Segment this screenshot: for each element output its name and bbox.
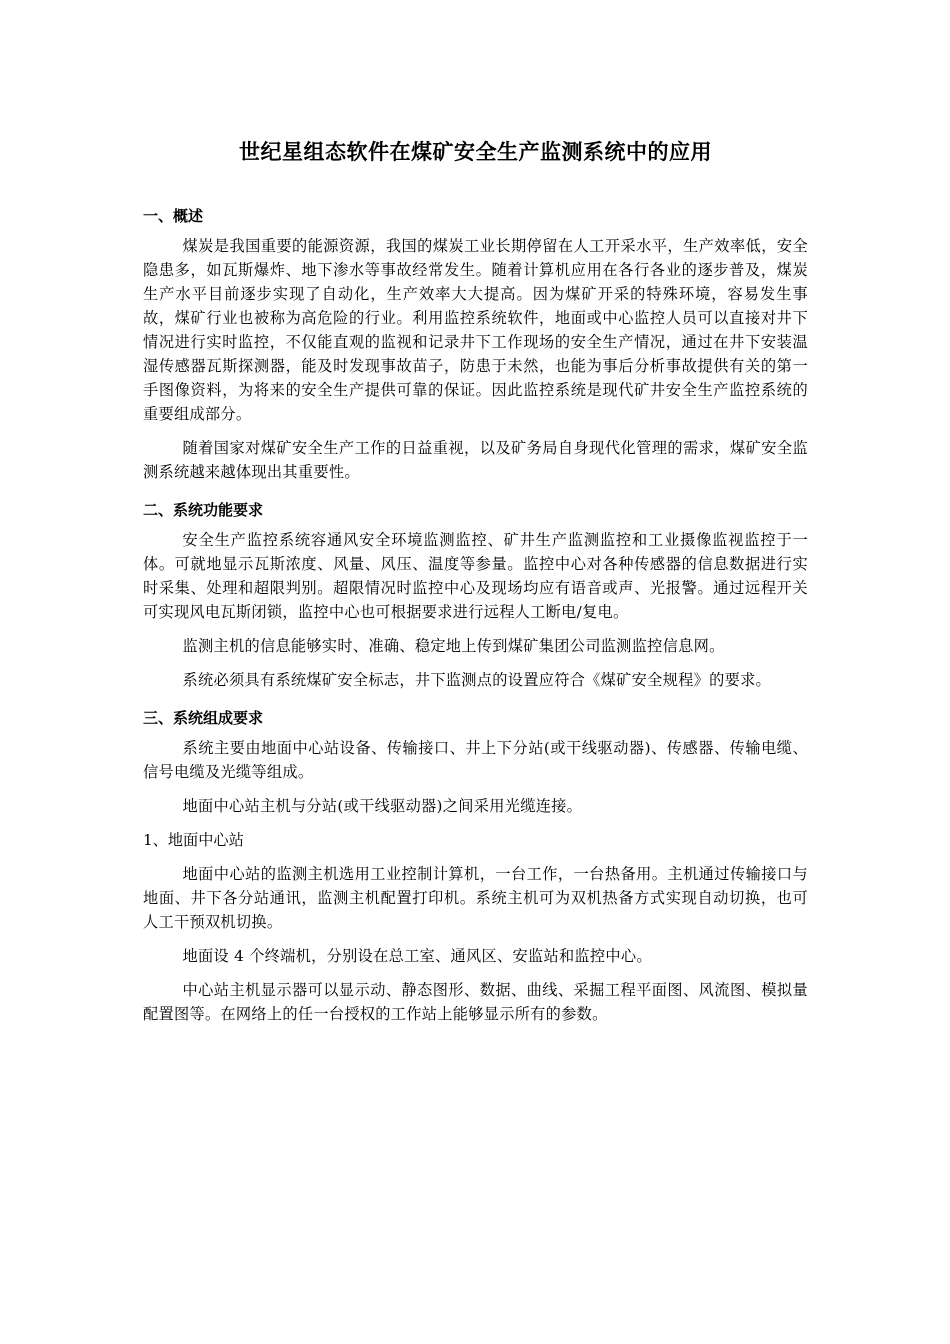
paragraph: 随着国家对煤矿安全生产工作的日益重视，以及矿务局自身现代化管理的需求，煤矿安全监测系统越来越体现出其重要性。 — [143, 439, 808, 481]
section-heading-function-requirements: 二、系统功能要求 — [143, 501, 264, 519]
section-heading-overview: 一、概述 — [143, 207, 204, 225]
paragraph: 地面中心站主机与分站(或干线驱动器)之间采用光缆连接。 — [182, 797, 583, 815]
paragraph: 地面中心站的监测主机选用工业控制计算机，一台工作，一台热备用。主机通过传输接口与地面、井下各分站通讯，监测主机配置打印机。系统主机可为双机热备方式实现自动切换，也可人工干预双机切换。 — [143, 865, 808, 931]
section-heading-composition-requirements: 三、系统组成要求 — [143, 709, 264, 727]
paragraph: 监测主机的信息能够实时、准确、稳定地上传到煤矿集团公司监测监控信息网。 — [182, 637, 725, 655]
paragraph: 煤炭是我国重要的能源资源，我国的煤炭工业长期停留在人工开采水平，生产效率低，安全隐患多，如瓦斯爆炸、地下渗水等事故经常发生。随着计算机应用在各行各业的逐步普及，煤炭生产水平目前逐步实现了自动化，生产效率大大提高。因为煤矿开采的特殊环境，容易发生事故，煤矿行业也被称为高危险的行业。利用监控系统软件，地面或中心监控人员可以直接对井下情况进行实时监控，不仅能直观的监视和记录井下工作现场的安全生产情况，通过在井下安装温湿传感器瓦斯探测器，能及时发现事故苗子，防患于未然，也能为事后分析事故提供有关的第一手图像资料，为将来的安全生产提供可靠的保证。因此监控系统是现代矿井安全生产监控系统的重要组成部分。 — [143, 237, 808, 423]
subsection-heading-ground-center-station: 1、地面中心站 — [143, 831, 244, 849]
paragraph: 安全生产监控系统容通风安全环境监测监控、矿井生产监测监控和工业摄像监视监控于一体。可就地显示瓦斯浓度、风量、风压、温度等参量。监控中心对各种传感器的信息数据进行实时采集、处理和超限判别。超限情况时监控中心及现场均应有语音或声、光报警。通过远程开关可实现风电瓦斯闭锁，监控中心也可根据要求进行远程人工断电/复电。 — [143, 531, 808, 621]
document-page — [143, 136, 808, 1036]
document-title: 世纪星组态软件在煤矿安全生产监测系统中的应用 — [239, 140, 712, 164]
paragraph: 系统主要由地面中心站设备、传输接口、井上下分站(或干线驱动器)、传感器、传输电缆、信号电缆及光缆等组成。 — [143, 739, 808, 781]
paragraph: 地面设 4 个终端机，分别设在总工室、通风区、安监站和监控中心。 — [182, 947, 652, 965]
paragraph: 系统必须具有系统煤矿安全标志，井下监测点的设置应符合《煤矿安全规程》的要求。 — [182, 671, 772, 689]
paragraph: 中心站主机显示器可以显示动、静态图形、数据、曲线、采掘工程平面图、风流图、模拟量配置图等。在网络上的任一台授权的工作站上能够显示所有的参数。 — [143, 981, 808, 1023]
